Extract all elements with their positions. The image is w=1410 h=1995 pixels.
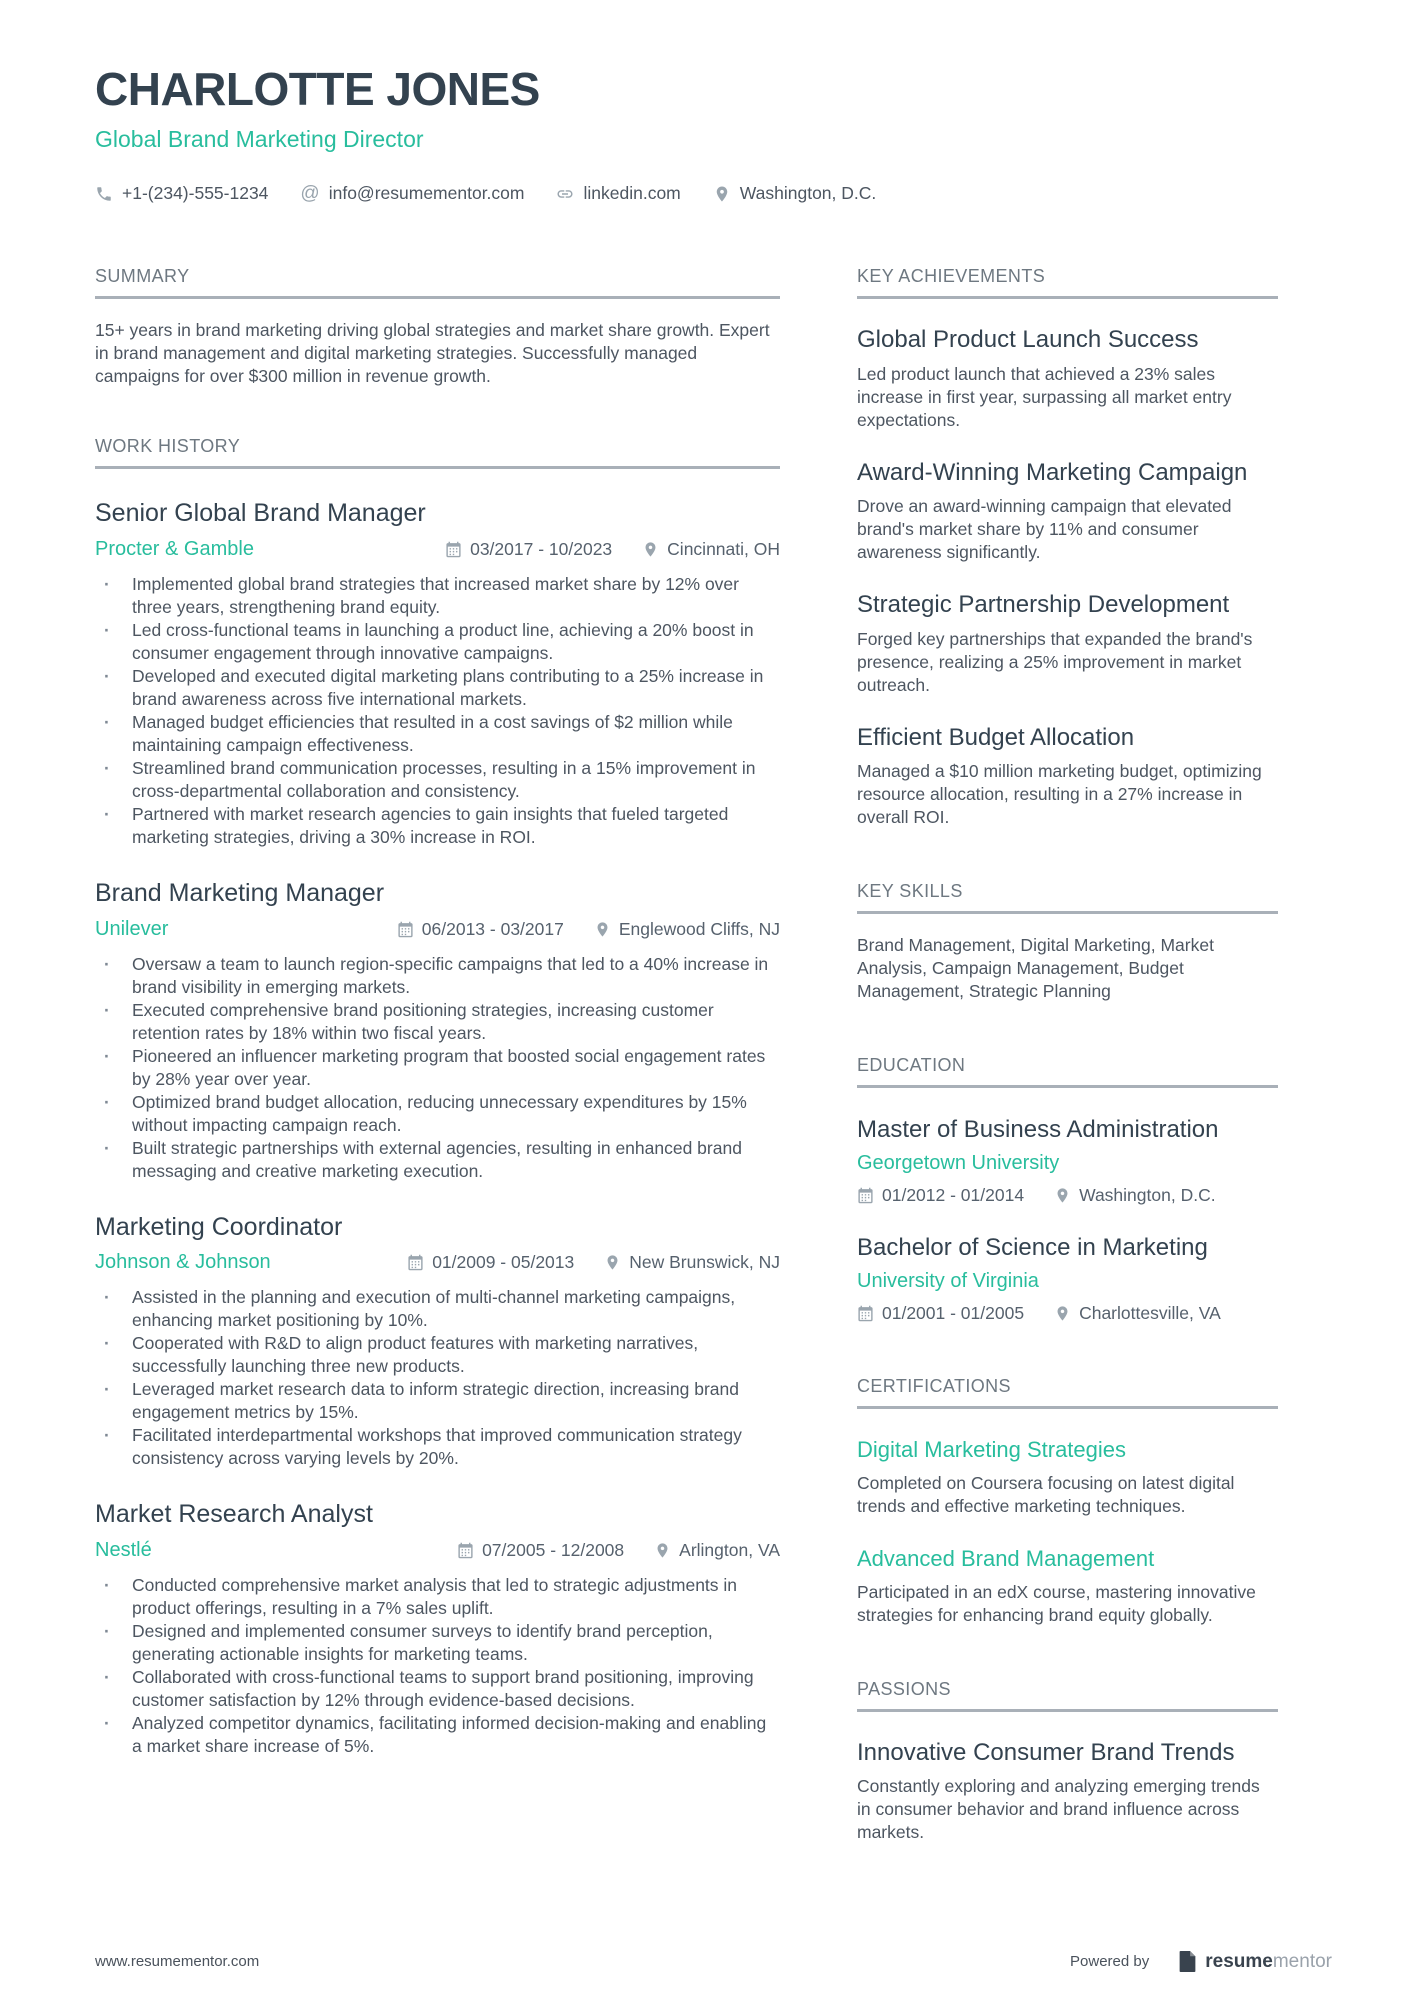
at-icon: @	[300, 183, 320, 204]
brand-name-bold: resume	[1205, 1950, 1273, 1972]
job-meta-row	[95, 1539, 780, 1562]
brand-name	[1205, 1951, 1332, 1973]
certification-text: Completed on Coursera focusing on latest digital trends and effective marketing techniques.	[857, 1472, 1235, 1516]
certification-title: Advanced Brand Management	[857, 1545, 1155, 1571]
powered-by	[1070, 1950, 1332, 1973]
achievement-text: Managed a $10 million marketing budget, optimizing resource allocation, resulting in a 27% increase in overall ROI.	[857, 761, 1262, 828]
job-meta-row	[95, 918, 780, 941]
bullet-item	[95, 1712, 780, 1758]
job-location	[654, 1540, 780, 1561]
calendar-icon	[407, 1254, 424, 1271]
certification-item	[857, 1546, 1278, 1627]
achievement-text: Drove an award-winning campaign that elevated brand's market share by 11% and consumer awareness significantly.	[857, 496, 1232, 563]
bullet-item	[95, 1137, 780, 1183]
bullet-item	[95, 1666, 780, 1712]
summary-section	[95, 266, 780, 388]
job-entry	[95, 1500, 780, 1758]
achievement-title: Efficient Budget Allocation	[857, 723, 1135, 751]
degree-title: Master of Business Administration	[857, 1116, 1219, 1144]
job-list	[95, 499, 780, 1758]
certification-text: Participated in an edX course, mastering innovative strategies for enhancing brand equity globally.	[857, 1581, 1256, 1625]
job-dates	[457, 1540, 624, 1561]
phone-icon	[95, 185, 113, 203]
calendar-icon	[445, 541, 462, 558]
job-meta-row	[95, 538, 780, 561]
achievement-item	[857, 591, 1278, 697]
bullet-text: · Analyzed competitor dynamics, facilitating informed decision-making and enabling a market share increase of 5%.	[132, 1713, 767, 1756]
bullet-item	[95, 1332, 780, 1378]
powered-by-label: Powered by	[1070, 1953, 1150, 1970]
key-achievements-section	[857, 266, 1278, 829]
bullet-item	[95, 1378, 780, 1424]
education-heading: EDUCATION	[857, 1055, 1278, 1088]
degree-title: Bachelor of Science in Marketing	[857, 1233, 1208, 1261]
certifications-section	[857, 1376, 1278, 1627]
phone-number: +1-(234)-555-1234	[122, 183, 269, 203]
job-location	[604, 1252, 780, 1273]
calendar-icon	[857, 1187, 874, 1204]
work-history-section	[95, 436, 780, 1758]
job-title: Market Research Analyst	[95, 1500, 373, 1529]
education-dates	[857, 1303, 1024, 1324]
job-meta-row	[95, 1251, 780, 1274]
location-pin-icon	[642, 541, 659, 558]
passions-section	[857, 1679, 1278, 1845]
passions-heading: PASSIONS	[857, 1679, 1278, 1712]
person-job-title: Global Brand Marketing Director	[95, 126, 424, 152]
summary-heading: SUMMARY	[95, 266, 780, 299]
achievement-title: Strategic Partnership Development	[857, 591, 1230, 619]
certification-title: Digital Marketing Strategies	[857, 1436, 1127, 1462]
education-dates-text: 01/2012 - 01/2014	[882, 1184, 1025, 1205]
passion-title: Innovative Consumer Brand Trends	[857, 1738, 1235, 1766]
job-title: Senior Global Brand Manager	[95, 499, 426, 527]
job-dates	[397, 919, 564, 940]
link-icon	[556, 185, 574, 203]
website-link[interactable]: www.resumementor.com	[95, 1953, 260, 1970]
achievement-title: Award-Winning Marketing Campaign	[857, 458, 1248, 486]
bullet-list	[95, 573, 780, 849]
bullet-item	[95, 573, 780, 619]
job-entry	[95, 499, 780, 849]
school-name: Georgetown University	[857, 1151, 1060, 1174]
contact-row	[95, 183, 1315, 204]
bullet-list	[95, 1574, 780, 1758]
bullet-item	[95, 1574, 780, 1620]
job-dates-text: 01/2009 - 05/2013	[432, 1252, 575, 1273]
achievement-title: Global Product Launch Success	[857, 326, 1199, 353]
key-skills-heading: KEY SKILLS	[857, 881, 1278, 914]
job-dates	[445, 539, 612, 560]
contact-phone	[95, 183, 268, 204]
education-dates-text: 01/2001 - 01/2005	[882, 1302, 1025, 1323]
certification-list	[857, 1437, 1278, 1627]
bullet-item	[95, 1620, 780, 1666]
passion-list	[857, 1739, 1278, 1845]
school-name: University of Virginia	[857, 1269, 1039, 1292]
brand-logo	[1177, 1950, 1332, 1973]
job-dates-text: 06/2013 - 03/2017	[421, 918, 564, 939]
calendar-icon	[397, 921, 414, 938]
resume-header	[0, 0, 1410, 204]
job-location	[642, 539, 780, 560]
achievement-item	[857, 724, 1278, 830]
job-location-text: Englewood Cliffs, NJ	[618, 918, 780, 939]
job-location-text: New Brunswick, NJ	[629, 1252, 780, 1273]
certification-item	[857, 1437, 1278, 1518]
bullet-text: · Designed and implemented consumer surveys to identify brand perception, generating actionable insights for marketing teams.	[132, 1621, 713, 1664]
summary-text: 15+ years in brand marketing driving global strategies and market share growth. Expert in brand management and digital marketing strategies. Successfully managed campaigns for over $300 million in revenue growth.	[95, 320, 770, 386]
location-text: Washington, D.C.	[739, 183, 877, 203]
key-achievements-heading: KEY ACHIEVEMENTS	[857, 266, 1278, 299]
bullet-item	[95, 665, 780, 711]
bullet-text: · Executed comprehensive brand positioning strategies, increasing customer retention rates by 18% within two fiscal years.	[132, 999, 714, 1043]
certifications-heading: CERTIFICATIONS	[857, 1376, 1278, 1409]
education-location-text: Charlottesville, VA	[1079, 1302, 1221, 1323]
passion-text: Constantly exploring and analyzing emerging trends in consumer behavior and brand influence across markets.	[857, 1776, 1260, 1843]
company-name: Procter & Gamble	[95, 537, 254, 560]
bullet-text: · Cooperated with R&D to align product features with marketing narratives, successfully launching three new products.	[132, 1333, 699, 1377]
bullet-text: · Leveraged market research data to inform strategic direction, increasing brand engagement metrics by 15%.	[132, 1379, 739, 1423]
bullet-text: · Built strategic partnerships with external agencies, resulting in enhanced brand messaging and creative marketing execution.	[132, 1137, 742, 1181]
job-dates	[407, 1252, 574, 1273]
education-section	[857, 1055, 1278, 1323]
job-title: Marketing Coordinator	[95, 1212, 343, 1241]
contact-linkedin[interactable]	[556, 183, 680, 204]
bullet-list	[95, 1286, 780, 1470]
achievement-item	[857, 459, 1278, 565]
bullet-text: · Led cross-functional teams in launching a product line, achieving a 20% boost in consumer engagement through innovative campaigns.	[132, 619, 754, 663]
job-location-text: Arlington, VA	[679, 1540, 780, 1560]
location-pin-icon	[654, 1542, 671, 1559]
education-list	[857, 1116, 1278, 1323]
passion-item	[857, 1739, 1278, 1845]
job-dates-text: 07/2005 - 12/2008	[482, 1540, 625, 1560]
company-name: Unilever	[95, 917, 169, 940]
bullet-text: · Pioneered an influencer marketing program that boosted social engagement rates by 28% year over year.	[132, 1045, 766, 1089]
bullet-text: · Implemented global brand strategies that increased market share by 12% over three years, strengthening brand equity.	[132, 573, 739, 617]
achievement-text: Forged key partnerships that expanded the brand's presence, realizing a 25% improvement in market outreach.	[857, 628, 1253, 695]
company-name: Johnson & Johnson	[95, 1251, 271, 1274]
job-location	[594, 919, 780, 940]
bullet-text: · Optimized brand budget allocation, reducing unnecessary expenditures by 15% without impacting campaign reach.	[132, 1091, 747, 1135]
contact-email[interactable]	[300, 183, 524, 204]
left-column	[95, 266, 780, 1758]
bullet-text: · Partnered with market research agencies to gain insights that fueled targeted marketing strategies, driving a 30% increase in ROI.	[132, 803, 729, 847]
bullet-text: · Developed and executed digital marketing plans contributing to a 25% increase in brand awareness across five international markets.	[132, 665, 764, 709]
job-dates-text: 03/2017 - 10/2023	[470, 538, 613, 559]
achievement-list	[857, 326, 1278, 829]
bullet-text: · Conducted comprehensive market analysis that led to strategic adjustments in product offerings, resulting in a 7% sales uplift.	[132, 1575, 738, 1618]
education-meta-row	[857, 1185, 1278, 1206]
resume-body	[0, 266, 1410, 1844]
education-dates	[857, 1185, 1024, 1206]
location-pin-icon	[1054, 1187, 1071, 1204]
bullet-item	[95, 999, 780, 1045]
work-history-heading: WORK HISTORY	[95, 436, 780, 469]
bullet-item	[95, 1091, 780, 1137]
education-meta-row	[857, 1303, 1278, 1324]
location-icon	[713, 185, 731, 203]
bullet-text: · Facilitated interdepartmental workshops that improved communication strategy consistency across varying levels by 20%.	[132, 1425, 742, 1469]
skills-text: Brand Management, Digital Marketing, Market Analysis, Campaign Management, Budget Management, Strategic Planning	[857, 935, 1214, 1002]
job-title: Brand Marketing Manager	[95, 878, 385, 907]
location-pin-icon	[1054, 1305, 1071, 1322]
education-item	[857, 1116, 1278, 1206]
bullet-item	[95, 757, 780, 803]
right-column	[857, 266, 1278, 1844]
linkedin-link[interactable]: linkedin.com	[583, 183, 681, 203]
bullet-text: · Collaborated with cross-functional teams to support brand positioning, improving customer satisfaction by 12% through evidence-based decisions.	[132, 1667, 754, 1710]
company-name: Nestlé	[95, 1539, 152, 1561]
bullet-item	[95, 619, 780, 665]
education-item	[857, 1234, 1278, 1324]
education-location	[1054, 1303, 1221, 1324]
key-skills-section	[857, 881, 1278, 1003]
education-location	[1054, 1185, 1216, 1206]
brand-name-light: mentor	[1272, 1950, 1332, 1972]
job-entry	[95, 1213, 780, 1471]
calendar-icon	[457, 1542, 474, 1559]
bullet-text: · Assisted in the planning and execution of multi-channel marketing campaigns, enhancing market positioning by 10%.	[132, 1287, 736, 1331]
bullet-text: · Oversaw a team to launch region-specific campaigns that led to a 40% increase in brand visibility in emerging markets.	[132, 953, 769, 997]
location-pin-icon	[594, 921, 611, 938]
calendar-icon	[857, 1305, 874, 1322]
bullet-item	[95, 1286, 780, 1332]
bullet-item	[95, 1045, 780, 1091]
job-entry	[95, 879, 780, 1183]
contact-location	[713, 183, 877, 204]
achievement-item	[857, 326, 1278, 432]
bullet-list	[95, 953, 780, 1183]
email-address[interactable]: info@resumementor.com	[328, 183, 525, 203]
education-location-text: Washington, D.C.	[1079, 1184, 1216, 1205]
bullet-item	[95, 803, 780, 849]
location-pin-icon	[604, 1254, 621, 1271]
bullet-item	[95, 953, 780, 999]
bullet-text: · Managed budget efficiencies that resulted in a cost savings of $2 million while maintaining campaign effectiveness.	[132, 711, 733, 755]
achievement-text: Led product launch that achieved a 23% sales increase in first year, surpassing all market entry expectations.	[857, 363, 1232, 430]
page-footer	[95, 1950, 1332, 1973]
brand-logo-icon	[1177, 1950, 1198, 1973]
bullet-text: · Streamlined brand communication processes, resulting in a 15% improvement in cross-departmental collaboration and consistency.	[132, 757, 756, 801]
bullet-item	[95, 711, 780, 757]
job-location-text: Cincinnati, OH	[667, 538, 780, 559]
bullet-item	[95, 1424, 780, 1470]
person-name: CHARLOTTE JONES	[95, 63, 540, 115]
